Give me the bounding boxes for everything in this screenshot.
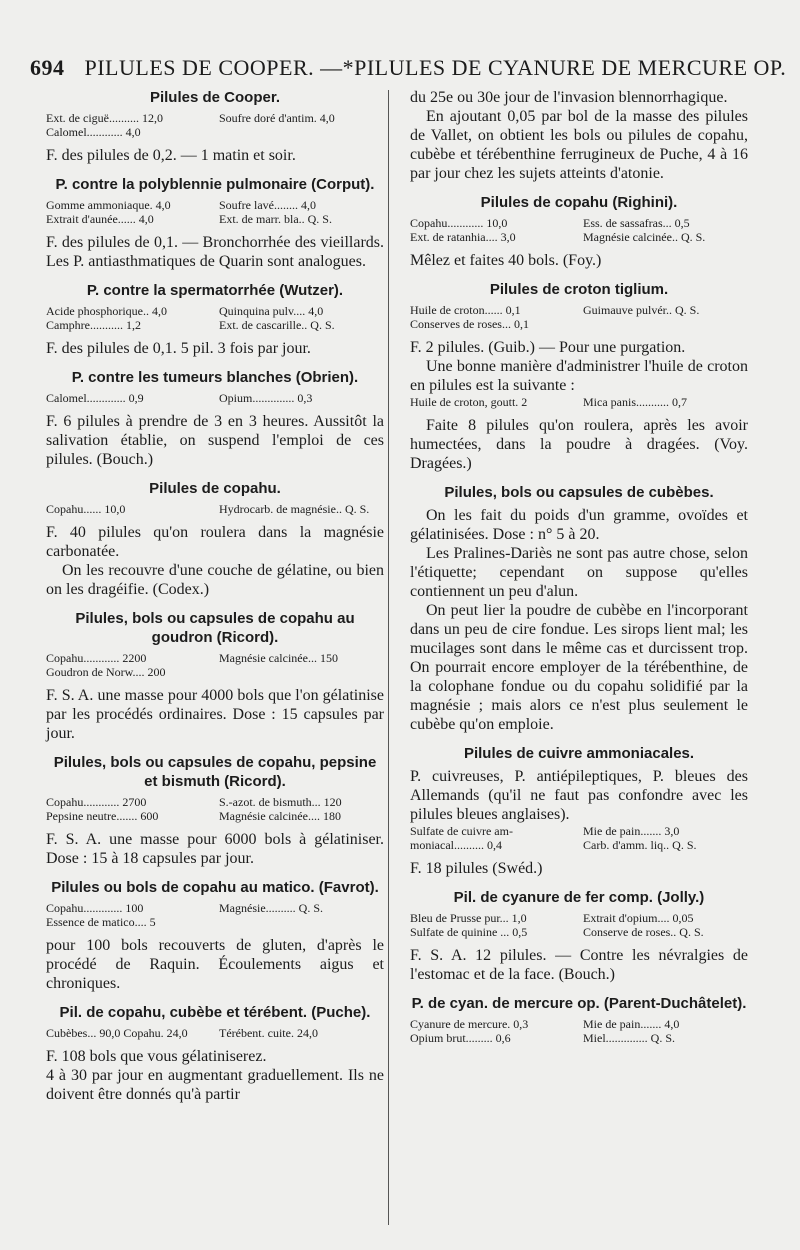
paragraph: On les recouvre d'une couche de gélatine, ou bien on les dragéifie. (Codex.) <box>46 562 384 598</box>
paragraph: F. S. A. une masse pour 6000 bols à gélatiniser. Dose : 15 à 18 capsules par jour. <box>46 831 384 867</box>
formula-item: Calomel............ 4,0 <box>46 125 141 139</box>
formula-table <box>46 304 384 332</box>
column-divider <box>388 90 389 1225</box>
formula-item: Camphre........... 1,2 <box>46 318 141 332</box>
section-heading: Pilules de copahu (Righini). <box>480 194 678 211</box>
formula-item: moniacal.......... 0,4 <box>410 838 502 852</box>
formula-table <box>410 395 748 409</box>
formula-item: Mica panis........... 0,7 <box>583 395 687 409</box>
formula-item: Huile de croton, goutt. 2 <box>410 395 528 409</box>
paragraph: Faite 8 pilules qu'on roulera, après les avoir humectées, dans la poudre à dragées. (Voy. Dragées.) <box>410 417 748 472</box>
paragraph: On peut lier la poudre de cubèbe en l'incorporant dans un peu de cire fondue. Les sirops lient mal; les mucilages sont dans le même cas et durcissent trop. On pourrait encore employer de la térébenthine, de la colophane fondue ou du copahu solidifié par la magnésie ; mais alors ce n'est plus seulement le cubèbe qu'on emploie. <box>410 602 748 733</box>
formula-item: Acide phosphorique.. 4,0 <box>46 304 167 318</box>
formula-item: Extrait d'opium.... 0,05 <box>583 911 694 925</box>
formula-item <box>219 665 384 679</box>
formula-item: S.-azot. de bismuth... 120 <box>219 795 342 809</box>
formula-item: Pepsine neutre....... 600 <box>46 809 159 823</box>
formula-table <box>410 911 748 939</box>
paragraph: P. cuivreuses, P. antiépileptiques, P. bleues des Allemands (qu'il ne faut pas confondre avec les pilules bleues anglaises). <box>410 768 748 823</box>
formula-item: Soufre lavé........ 4,0 <box>219 198 316 212</box>
formula-item: Hydrocarb. de magnésie.. Q. S. <box>219 502 370 516</box>
paragraph: Mêlez et faites 40 bols. (Foy.) <box>410 252 602 269</box>
paragraph: pour 100 bols recouverts de gluten, d'après le procédé de Raquin. Écoulements aigus et chroniques. <box>46 937 384 992</box>
section-heading: Pilules de copahu. <box>149 480 281 497</box>
formula-item: Gomme ammoniaque. 4,0 <box>46 198 171 212</box>
formula-item: Calomel............. 0,9 <box>46 391 144 405</box>
paragraph: F. 18 pilules (Swéd.) <box>410 860 543 877</box>
formula-item: Copahu............ 2700 <box>46 795 147 809</box>
paragraph: 4 à 30 par jour en augmentant graduellement. Ils ne doivent être donnés qu'à partir <box>46 1067 384 1103</box>
section-heading: Pil. de cyanure de fer comp. (Jolly.) <box>453 889 705 906</box>
section-heading: P. contre la spermatorrhée (Wutzer). <box>86 282 344 299</box>
formula-item <box>219 915 384 929</box>
formula-item: Soufre doré d'antim. 4,0 <box>219 111 335 125</box>
running-header <box>30 55 787 85</box>
formula-item: Copahu............ 2200 <box>46 651 147 665</box>
section-heading: Pilules de Cooper. <box>149 89 281 106</box>
formula-table <box>46 1026 384 1040</box>
right-column <box>410 88 748 1052</box>
formula-item: Copahu............ 10,0 <box>410 216 508 230</box>
formula-item: Huile de croton...... 0,1 <box>410 303 521 317</box>
formula-item: Essence de matico.... 5 <box>46 915 156 929</box>
formula-table <box>46 391 384 405</box>
formula-item: Sulfate de cuivre am- <box>410 824 513 838</box>
formula-item: Miel.............. Q. S. <box>583 1031 676 1045</box>
formula-item: Cubèbes... 90,0 Copahu. 24,0 <box>46 1026 188 1040</box>
formula-item: Mie de pain....... 4,0 <box>583 1017 680 1031</box>
paragraph: F. des pilules de 0,1. — Bronchorrhée des vieillards. Les P. antiasthmatiques de Quarin sont analogues. <box>46 234 384 270</box>
formula-item: Cyanure de mercure. 0,3 <box>410 1017 529 1031</box>
paragraph: Les Pralines-Dariès ne sont pas autre chose, selon l'étiquette; cependant on suppose qu'elles contiennent un peu d'alun. <box>410 545 748 600</box>
formula-item: Carb. d'amm. liq.. Q. S. <box>583 838 697 852</box>
formula-item: Goudron de Norw.... 200 <box>46 665 166 679</box>
section-heading: Pil. de copahu, cubèbe et térébent. (Puche). <box>59 1004 371 1021</box>
formula-item: Magnésie.......... Q. S. <box>219 901 323 915</box>
formula-item <box>219 125 384 139</box>
formula-item: Ext. de ratanhia.... 3,0 <box>410 230 516 244</box>
paragraph: F. 6 pilules à prendre de 3 en 3 heures. Aussitôt la salivation établie, on suspend l'emploi de ces pilules. (Bouch.) <box>46 413 384 468</box>
formula-item: Conserve de roses.. Q. S. <box>583 925 704 939</box>
paragraph: F. 2 pilules. (Guib.) — Pour une purgation. <box>410 339 686 356</box>
formula-table <box>410 1017 748 1045</box>
formula-item: Ess. de sassafras... 0,5 <box>583 216 690 230</box>
formula-item: Ext. de marr. bla.. Q. S. <box>219 212 332 226</box>
section-heading: P. de cyan. de mercure op. (Parent-Duchâtelet). <box>411 995 747 1012</box>
formula-table <box>46 198 384 226</box>
section-heading: Pilules de cuivre ammoniacales. <box>463 745 695 762</box>
formula-table <box>46 651 384 679</box>
paragraph: F. 108 bols que vous gélatiniserez. <box>46 1048 267 1065</box>
section-heading: Pilules de croton tiglium. <box>489 281 669 298</box>
formula-table <box>410 824 748 852</box>
section-heading: Pilules, bols ou capsules de copahu au goudron (Ricord). <box>75 610 355 646</box>
paragraph: F. des pilules de 0,1. 5 pil. 3 fois par jour. <box>46 340 311 357</box>
paragraph: du 25e ou 30e jour de l'invasion blennorrhagique. <box>410 89 728 106</box>
formula-item: Opium brut......... 0,6 <box>410 1031 511 1045</box>
paragraph: On les fait du poids d'un gramme, ovoïdes et gélatinisées. Dose : n° 5 à 20. <box>410 507 748 543</box>
formula-item: Copahu............. 100 <box>46 901 144 915</box>
formula-item: Extrait d'aunée...... 4,0 <box>46 212 154 226</box>
paragraph: Une bonne manière d'administrer l'huile de croton en pilules est la suivante : <box>410 358 748 394</box>
section-heading: Pilules, bols ou capsules de copahu, pepsine et bismuth (Ricord). <box>53 754 377 790</box>
page-number: 694 <box>30 55 65 80</box>
formula-item: Bleu de Prusse pur... 1,0 <box>410 911 527 925</box>
section-heading: P. contre les tumeurs blanches (Obrien). <box>71 369 359 386</box>
section-heading: Pilules, bols ou capsules de cubèbes. <box>444 484 714 501</box>
section-heading: P. contre la polyblennie pulmonaire (Corput). <box>55 176 375 193</box>
formula-item: Ext. de ciguë.......... 12,0 <box>46 111 163 125</box>
formula-table <box>410 216 748 244</box>
formula-item: Conserves de roses... 0,1 <box>410 317 529 331</box>
formula-item: Quinquina pulv.... 4,0 <box>219 304 324 318</box>
formula-item: Magnésie calcinée.. Q. S. <box>583 230 706 244</box>
formula-table <box>46 901 384 929</box>
formula-item: Copahu...... 10,0 <box>46 502 126 516</box>
formula-item: Sulfate de quinine ... 0,5 <box>410 925 528 939</box>
paragraph: F. S. A. une masse pour 4000 bols que l'on gélatinise par les procédés ordinaires. Dose : 15 capsules par jour. <box>46 687 384 742</box>
paragraph: En ajoutant 0,05 par bol de la masse des pilules de Vallet, on obtient les bols ou pilules de copahu, cubèbe et térébenthine ferrugineux de Puche, 4 à 16 par jour chez les sujets atteints d'atonie. <box>410 108 748 182</box>
formula-item: Magnésie calcinée.... 180 <box>219 809 341 823</box>
formula-item: Opium.............. 0,3 <box>219 391 313 405</box>
paragraph: F. des pilules de 0,2. — 1 matin et soir. <box>46 147 296 164</box>
formula-item: Magnésie calcinée... 150 <box>219 651 338 665</box>
page-title: PILULES DE COOPER. —*PILULES DE CYANURE DE MERCURE OP. <box>84 55 787 80</box>
formula-table <box>46 502 384 516</box>
formula-table <box>46 795 384 823</box>
formula-item: Ext. de cascarille.. Q. S. <box>219 318 335 332</box>
formula-table <box>46 111 384 139</box>
formula-item: Guimauve pulvér.. Q. S. <box>583 303 700 317</box>
formula-item: Térébent. cuite. 24,0 <box>219 1026 318 1040</box>
paragraph: F. S. A. 12 pilules. — Contre les névralgies de l'estomac et de la face. (Bouch.) <box>410 947 748 983</box>
formula-item <box>583 317 748 331</box>
formula-table <box>410 303 748 331</box>
paragraph: F. 40 pilules qu'on roulera dans la magnésie carbonatée. <box>46 524 384 560</box>
section-heading: Pilules ou bols de copahu au matico. (Favrot). <box>51 879 379 896</box>
left-column <box>46 88 384 1104</box>
formula-item: Mie de pain....... 3,0 <box>583 824 680 838</box>
